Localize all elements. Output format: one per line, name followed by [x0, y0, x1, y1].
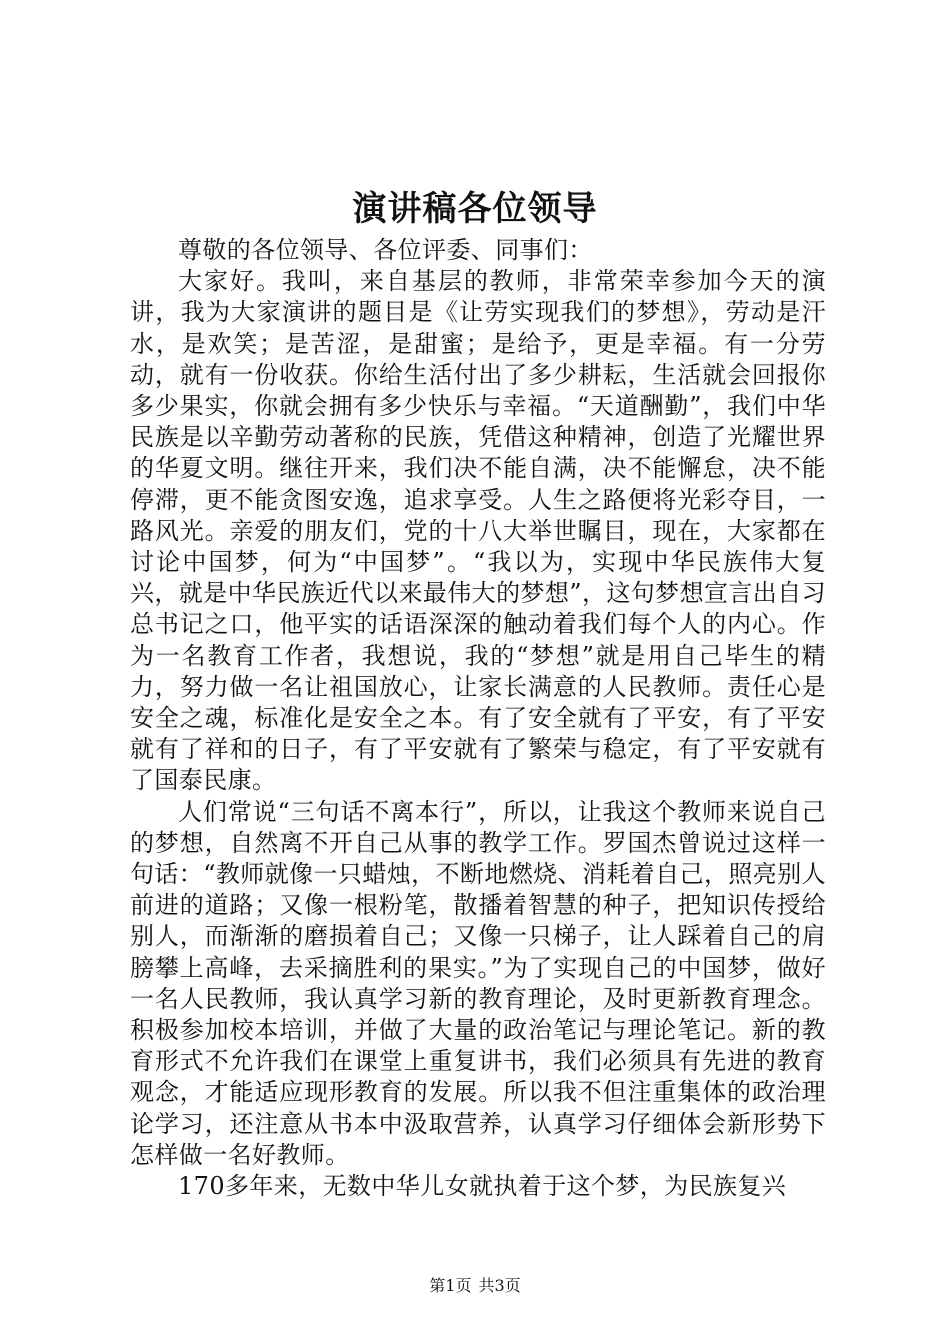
document-body — [130, 235, 826, 1202]
page-number: 第1页 — [429, 1276, 472, 1295]
document-title: 演讲稿各位领导 — [352, 189, 598, 229]
greeting-paragraph: 尊敬的各位领导、各位评委、同事们： — [178, 236, 593, 264]
body-paragraph: 170多年来，无数中华儿女就执着于这个梦，为民族复兴 — [178, 1172, 787, 1201]
page-total: 共3页 — [478, 1276, 521, 1295]
page-footer — [0, 1274, 950, 1298]
body-paragraph: 人们常说“三句话不离本行”，所以，让我这个教师来说自己的梦想，自然离不开自己从事的教学工作。罗国杰曾说过这样一句话：“教师就像一只蜡烛，不断地燃烧、消耗着自己，照亮别人前进的道路；又像一根粉笔，散播着智慧的种子，把知识传授给别人，而渐渐的磨损着自己；又像一只梯子，让人踩着自己的肩膀攀上高峰，去采摘胜利的果实。”为了实现自己的中国梦，做好一名人民教师，我认真学习新的教育理论，及时更新教育理念。积极参加校本培训，并做了大量的政治笔记与理论笔记。新的教育形式不允许我们在课堂上重复讲书，我们必须具有先进的教育观念，才能适应现形教育的发展。所以我不但注重集体的政治理论学习，还注意从书本中汲取营养，认真学习仔细体会新形势下怎样做一名好教师。 — [130, 797, 826, 1169]
body-paragraph: 大家好。我叫，来自基层的教师，非常荣幸参加今天的演讲，我为大家演讲的题目是《让劳实现我们的梦想》，劳动是汗水，是欢笑；是苦涩，是甜蜜；是给予，更是幸福。有一分劳动，就有一份收获。你给生活付出了多少耕耘，生活就会回报你多少果实，你就会拥有多少快乐与幸福。“天道酬勤”，我们中华民族是以辛勤劳动著称的民族，凭借这种精神，创造了光耀世界的华夏文明。继往开来，我们决不能自满，决不能懈怠，决不能停滞，更不能贪图安逸，追求享受。人生之路便将光彩夺目，一路风光。亲爱的朋友们，党的十八大举世瞩目，现在，大家都在讨论中国梦，何为“中国梦”。“我以为，实现中华民族伟大复兴，就是中华民族近代以来最伟大的梦想”，这句梦想宣言出自习总书记之口，他平实的话语深深的触动着我们每个人的内心。作为一名教育工作者，我想说，我的“梦想”就是用自己毕生的精力，努力做一名让祖国放心，让家长满意的人民教师。责任心是安全之魂，标准化是安全之本。有了安全就有了平安，有了平安就有了祥和的日子，有了平安就有了繁荣与稳定，有了平安就有了国泰民康。 — [130, 267, 826, 795]
